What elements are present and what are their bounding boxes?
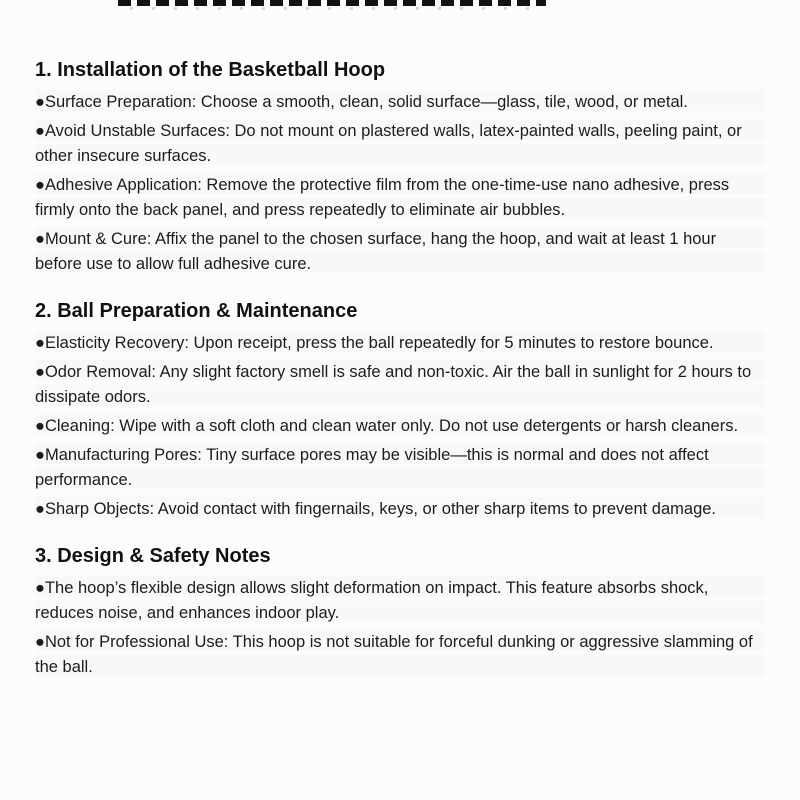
list-item-text: Avoid Unstable Surfaces: Do not mount on plastered walls, latex-painted walls, peeling paint, or other insecure surfaces. xyxy=(35,122,742,165)
list-item xyxy=(35,360,765,410)
cropped-text-artifact xyxy=(118,0,546,6)
list-item-text: Surface Preparation: Choose a smooth, clean, solid surface—glass, tile, wood, or metal. xyxy=(44,93,688,111)
list-item xyxy=(35,497,765,522)
cropped-text-artifact-baseline xyxy=(130,7,530,10)
bullet-icon: ● xyxy=(35,93,45,111)
section-design-safety xyxy=(35,544,765,680)
list-item xyxy=(35,119,765,169)
list-item xyxy=(35,331,765,356)
list-item-text: Odor Removal: Any slight factory smell is safe and non-toxic. Air the ball in sunlight for 2 hours to dissipate odors. xyxy=(35,363,752,406)
section-heading: 2. Ball Preparation & Maintenance xyxy=(35,300,358,322)
list-item xyxy=(35,227,765,277)
list-item xyxy=(35,414,765,439)
list-item xyxy=(35,443,765,493)
list-item-text: Cleaning: Wipe with a soft cloth and clean water only. Do not use detergents or harsh cleaners. xyxy=(44,417,739,435)
bullet-icon: ● xyxy=(35,230,45,248)
bullet-icon: ● xyxy=(35,579,45,597)
list-item-text: Manufacturing Pores: Tiny surface pores may be visible—this is normal and does not affect performance. xyxy=(35,446,709,489)
bullet-icon: ● xyxy=(35,176,45,194)
list-item xyxy=(35,90,765,115)
list-item-text: Not for Professional Use: This hoop is not suitable for forceful dunking or aggressive slamming of the ball. xyxy=(35,633,753,676)
section-installation xyxy=(35,58,765,277)
section-heading: 1. Installation of the Basketball Hoop xyxy=(35,59,386,81)
list-item-text: The hoop’s flexible design allows slight deformation on impact. This feature absorbs shock, reduces noise, and enhances indoor play. xyxy=(35,579,709,622)
list-item xyxy=(35,576,765,626)
list-item-text: Sharp Objects: Avoid contact with fingernails, keys, or other sharp items to prevent damage. xyxy=(44,500,717,518)
section-heading: 3. Design & Safety Notes xyxy=(35,545,271,567)
list-item-text: Mount & Cure: Affix the panel to the chosen surface, hang the hoop, and wait at least 1 hour before use to allow full adhesive cure. xyxy=(35,230,717,273)
section-ball-maintenance xyxy=(35,299,765,522)
bullet-icon: ● xyxy=(35,446,45,464)
bullet-icon: ● xyxy=(35,633,45,651)
list-item xyxy=(35,630,765,680)
bullet-icon: ● xyxy=(35,417,45,435)
list-item-text: Elasticity Recovery: Upon receipt, press the ball repeatedly for 5 minutes to restore bounce. xyxy=(44,334,714,352)
bullet-icon: ● xyxy=(35,363,45,381)
list-item-text: Adhesive Application: Remove the protective film from the one-time-use nano adhesive, press firmly onto the back panel, and press repeatedly to eliminate air bubbles. xyxy=(35,176,730,219)
bullet-icon: ● xyxy=(35,334,45,352)
list-item xyxy=(35,173,765,223)
bullet-icon: ● xyxy=(35,122,45,140)
bullet-icon: ● xyxy=(35,500,45,518)
